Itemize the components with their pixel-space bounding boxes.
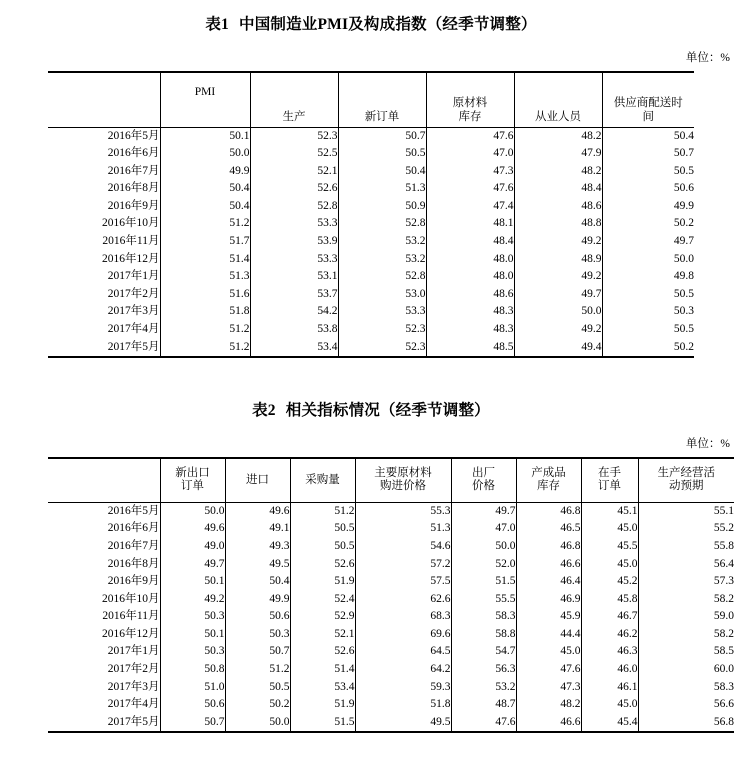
row-period-label: 2016年6月 bbox=[48, 520, 160, 538]
cell-production: 53.3 bbox=[250, 215, 338, 233]
cell-new-export-orders: 50.6 bbox=[160, 696, 225, 714]
cell-raw-material-inventory: 47.6 bbox=[426, 127, 514, 145]
cell-new-orders: 52.8 bbox=[338, 215, 426, 233]
cell-finished-goods-inventory: 47.6 bbox=[516, 661, 581, 679]
cell-new-export-orders: 50.1 bbox=[160, 626, 225, 644]
cell-finished-goods-inventory: 46.4 bbox=[516, 573, 581, 591]
table1-header-production: 生产 bbox=[250, 72, 338, 127]
cell-pmi: 49.9 bbox=[160, 163, 250, 181]
cell-new-orders: 52.3 bbox=[338, 339, 426, 358]
table2-header-backlog-orders-line1: 在手 bbox=[598, 466, 621, 479]
table2-header-finished-goods-inventory-line2: 库存 bbox=[537, 480, 560, 493]
table2-title-number: 表2 bbox=[252, 402, 276, 420]
table-row bbox=[48, 538, 734, 556]
table1-header-new-orders: 新订单 bbox=[338, 72, 426, 127]
table-row bbox=[48, 661, 734, 679]
table1-header-supplier-delivery-time-line1: 供应商配送时 bbox=[613, 97, 683, 110]
cell-employment: 48.9 bbox=[514, 251, 602, 269]
table-row bbox=[48, 502, 734, 520]
cell-finished-goods-inventory: 47.3 bbox=[516, 679, 581, 697]
cell-new-export-orders: 49.0 bbox=[160, 538, 225, 556]
row-period-label: 2016年10月 bbox=[48, 591, 160, 609]
row-period-label: 2017年2月 bbox=[48, 661, 160, 679]
row-period-label: 2017年5月 bbox=[48, 339, 160, 358]
table2-header-production-business-expectation bbox=[638, 458, 734, 502]
cell-raw-material-inventory: 48.0 bbox=[426, 251, 514, 269]
table2-header-purchase-volume: 采购量 bbox=[290, 458, 355, 502]
cell-raw-material-inventory: 48.3 bbox=[426, 303, 514, 321]
row-period-label: 2016年5月 bbox=[48, 502, 160, 520]
cell-imports: 50.0 bbox=[225, 714, 290, 733]
cell-purchase-volume: 52.9 bbox=[290, 608, 355, 626]
cell-pmi: 51.2 bbox=[160, 215, 250, 233]
row-period-label: 2016年7月 bbox=[48, 538, 160, 556]
cell-supplier-delivery-time: 50.2 bbox=[673, 340, 694, 353]
cell-imports: 50.4 bbox=[225, 573, 290, 591]
row-period-label: 2017年3月 bbox=[48, 679, 160, 697]
cell-production: 53.4 bbox=[250, 339, 338, 358]
cell-ex-factory-price: 50.0 bbox=[451, 538, 516, 556]
cell-production-business-expectation: 55.8 bbox=[713, 539, 734, 552]
cell-purchase-volume: 50.5 bbox=[290, 520, 355, 538]
row-period-label: 2017年1月 bbox=[48, 268, 160, 286]
table1-header-raw-material-inventory bbox=[426, 72, 514, 127]
cell-production: 52.1 bbox=[250, 163, 338, 181]
row-period-label: 2016年9月 bbox=[48, 573, 160, 591]
cell-employment: 49.2 bbox=[514, 268, 602, 286]
cell-backlog-orders: 46.0 bbox=[581, 661, 638, 679]
table1-header-employment: 从业人员 bbox=[514, 72, 602, 127]
cell-production: 52.6 bbox=[250, 180, 338, 198]
cell-purchase-volume: 51.9 bbox=[290, 573, 355, 591]
cell-raw-material-inventory: 47.0 bbox=[426, 145, 514, 163]
cell-production: 53.7 bbox=[250, 286, 338, 304]
table1-wrapper bbox=[0, 71, 742, 358]
cell-main-raw-material-purchase-price: 57.5 bbox=[355, 573, 451, 591]
cell-supplier-delivery-time: 50.3 bbox=[673, 305, 694, 318]
cell-purchase-volume: 51.5 bbox=[290, 714, 355, 733]
cell-ex-factory-price: 56.3 bbox=[451, 661, 516, 679]
cell-main-raw-material-purchase-price: 64.5 bbox=[355, 643, 451, 661]
cell-finished-goods-inventory: 46.6 bbox=[516, 556, 581, 574]
cell-purchase-volume: 52.6 bbox=[290, 643, 355, 661]
table-row bbox=[48, 286, 694, 304]
cell-employment: 49.2 bbox=[514, 321, 602, 339]
table2-header-main-raw-material-purchase-price bbox=[355, 458, 451, 502]
cell-supplier-delivery-time: 50.4 bbox=[673, 129, 694, 142]
cell-pmi: 51.2 bbox=[160, 321, 250, 339]
cell-new-orders: 53.3 bbox=[338, 303, 426, 321]
table2-header-new-export-orders-line1: 新出口 bbox=[175, 466, 210, 479]
cell-employment: 49.2 bbox=[514, 233, 602, 251]
row-period-label: 2017年1月 bbox=[48, 643, 160, 661]
cell-backlog-orders: 46.1 bbox=[581, 679, 638, 697]
cell-ex-factory-price: 52.0 bbox=[451, 556, 516, 574]
cell-ex-factory-price: 58.3 bbox=[451, 608, 516, 626]
cell-backlog-orders: 46.3 bbox=[581, 643, 638, 661]
cell-ex-factory-price: 58.8 bbox=[451, 626, 516, 644]
table1-header bbox=[48, 72, 694, 127]
table1-header-pmi: PMI bbox=[160, 72, 250, 127]
table2-header-finished-goods-inventory-line1: 产成品 bbox=[531, 466, 566, 479]
cell-new-orders: 52.3 bbox=[338, 321, 426, 339]
row-period-label: 2016年8月 bbox=[48, 180, 160, 198]
row-period-label: 2016年5月 bbox=[48, 127, 160, 145]
cell-ex-factory-price: 47.6 bbox=[451, 714, 516, 733]
cell-pmi: 50.0 bbox=[160, 145, 250, 163]
cell-new-orders: 53.2 bbox=[338, 251, 426, 269]
table1-title-text: 中国制造业PMI及构成指数（经季节调整） bbox=[239, 16, 537, 33]
cell-finished-goods-inventory: 46.8 bbox=[516, 538, 581, 556]
cell-production: 53.9 bbox=[250, 233, 338, 251]
table1-unit-label: 单位：% bbox=[685, 52, 730, 64]
cell-raw-material-inventory: 48.6 bbox=[426, 286, 514, 304]
cell-production-business-expectation: 56.6 bbox=[713, 698, 734, 711]
cell-purchase-volume: 52.1 bbox=[290, 626, 355, 644]
cell-new-orders: 50.4 bbox=[338, 163, 426, 181]
cell-imports: 50.3 bbox=[225, 626, 290, 644]
cell-main-raw-material-purchase-price: 62.6 bbox=[355, 591, 451, 609]
cell-supplier-delivery-time: 50.2 bbox=[673, 217, 694, 230]
cell-backlog-orders: 45.8 bbox=[581, 591, 638, 609]
cell-imports: 50.7 bbox=[225, 643, 290, 661]
cell-backlog-orders: 45.0 bbox=[581, 696, 638, 714]
cell-production: 52.5 bbox=[250, 145, 338, 163]
row-period-label: 2016年7月 bbox=[48, 163, 160, 181]
table2-header bbox=[48, 458, 734, 502]
cell-purchase-volume: 50.5 bbox=[290, 538, 355, 556]
table-row bbox=[48, 163, 694, 181]
cell-main-raw-material-purchase-price: 51.3 bbox=[355, 520, 451, 538]
cell-new-export-orders: 50.3 bbox=[160, 643, 225, 661]
cell-pmi: 51.8 bbox=[160, 303, 250, 321]
cell-new-export-orders: 50.7 bbox=[160, 714, 225, 733]
table1-header-raw-material-inventory-line1: 原材料 bbox=[452, 97, 488, 110]
cell-employment: 48.4 bbox=[514, 180, 602, 198]
table-row bbox=[48, 198, 694, 216]
cell-imports: 50.5 bbox=[225, 679, 290, 697]
cell-backlog-orders: 45.0 bbox=[581, 520, 638, 538]
cell-main-raw-material-purchase-price: 68.3 bbox=[355, 608, 451, 626]
row-period-label: 2017年3月 bbox=[48, 303, 160, 321]
cell-finished-goods-inventory: 45.9 bbox=[516, 608, 581, 626]
cell-imports: 50.2 bbox=[225, 696, 290, 714]
cell-production-business-expectation: 59.0 bbox=[713, 610, 734, 623]
cell-imports: 49.1 bbox=[225, 520, 290, 538]
cell-production-business-expectation: 58.2 bbox=[713, 592, 734, 605]
cell-new-orders: 53.2 bbox=[338, 233, 426, 251]
cell-new-export-orders: 49.7 bbox=[160, 556, 225, 574]
table2-unit-label: 单位：% bbox=[685, 438, 730, 451]
cell-new-orders: 50.7 bbox=[338, 127, 426, 145]
cell-finished-goods-inventory: 46.6 bbox=[516, 714, 581, 733]
cell-purchase-volume: 51.9 bbox=[290, 696, 355, 714]
cell-new-export-orders: 49.6 bbox=[160, 520, 225, 538]
cell-supplier-delivery-time: 50.5 bbox=[673, 164, 694, 177]
cell-finished-goods-inventory: 44.4 bbox=[516, 626, 581, 644]
cell-employment: 48.2 bbox=[514, 163, 602, 181]
row-period-label: 2017年2月 bbox=[48, 286, 160, 304]
table-row bbox=[48, 591, 734, 609]
cell-main-raw-material-purchase-price: 57.2 bbox=[355, 556, 451, 574]
cell-finished-goods-inventory: 48.2 bbox=[516, 696, 581, 714]
table2-header-ex-factory-price-line1: 出厂 bbox=[472, 466, 495, 479]
cell-purchase-volume: 51.4 bbox=[290, 661, 355, 679]
cell-supplier-delivery-time: 50.5 bbox=[673, 323, 694, 336]
table2-header-finished-goods-inventory bbox=[516, 458, 581, 502]
table2-header-row bbox=[48, 458, 734, 502]
cell-main-raw-material-purchase-price: 51.8 bbox=[355, 696, 451, 714]
cell-raw-material-inventory: 48.0 bbox=[426, 268, 514, 286]
cell-main-raw-material-purchase-price: 49.5 bbox=[355, 714, 451, 733]
row-period-label: 2017年5月 bbox=[48, 714, 160, 733]
table2-header-corner bbox=[48, 458, 160, 502]
table2-title-text: 相关指标情况（经季节调整） bbox=[285, 402, 490, 420]
cell-ex-factory-price: 54.7 bbox=[451, 643, 516, 661]
cell-main-raw-material-purchase-price: 69.6 bbox=[355, 626, 451, 644]
table-row bbox=[48, 696, 734, 714]
cell-imports: 49.3 bbox=[225, 538, 290, 556]
table1-header-row bbox=[48, 72, 694, 127]
cell-raw-material-inventory: 47.3 bbox=[426, 163, 514, 181]
cell-production-business-expectation: 58.5 bbox=[713, 645, 734, 658]
table2-wrapper bbox=[0, 457, 742, 733]
cell-raw-material-inventory: 47.6 bbox=[426, 180, 514, 198]
cell-imports: 49.9 bbox=[225, 591, 290, 609]
table-row bbox=[48, 215, 694, 233]
cell-raw-material-inventory: 48.3 bbox=[426, 321, 514, 339]
table-row bbox=[48, 127, 694, 145]
cell-employment: 50.0 bbox=[514, 303, 602, 321]
cell-supplier-delivery-time: 50.0 bbox=[673, 252, 694, 265]
cell-main-raw-material-purchase-price: 64.2 bbox=[355, 661, 451, 679]
cell-production-business-expectation: 60.0 bbox=[713, 663, 734, 676]
table2-header-ex-factory-price bbox=[451, 458, 516, 502]
cell-production: 52.3 bbox=[250, 127, 338, 145]
cell-production-business-expectation: 58.3 bbox=[713, 680, 734, 693]
cell-production: 53.8 bbox=[250, 321, 338, 339]
table2-header-main-raw-material-purchase-price-line1: 主要原材料 bbox=[374, 466, 432, 479]
cell-finished-goods-inventory: 46.9 bbox=[516, 591, 581, 609]
cell-imports: 49.6 bbox=[225, 502, 290, 520]
cell-production: 53.1 bbox=[250, 268, 338, 286]
cell-production-business-expectation: 58.2 bbox=[713, 627, 734, 640]
table2-title bbox=[0, 398, 742, 420]
cell-new-orders: 52.8 bbox=[338, 268, 426, 286]
table-row bbox=[48, 520, 734, 538]
cell-backlog-orders: 45.4 bbox=[581, 714, 638, 733]
row-period-label: 2017年4月 bbox=[48, 696, 160, 714]
cell-supplier-delivery-time: 49.9 bbox=[673, 199, 694, 212]
table-row bbox=[48, 180, 694, 198]
cell-production: 54.2 bbox=[250, 303, 338, 321]
cell-supplier-delivery-time: 49.7 bbox=[673, 235, 694, 248]
table-row bbox=[48, 339, 694, 358]
row-period-label: 2016年12月 bbox=[48, 626, 160, 644]
table2 bbox=[48, 457, 734, 733]
cell-employment: 49.7 bbox=[514, 286, 602, 304]
table1-header-corner bbox=[48, 72, 160, 127]
cell-finished-goods-inventory: 46.5 bbox=[516, 520, 581, 538]
cell-production-business-expectation: 55.2 bbox=[713, 522, 734, 535]
table-row bbox=[48, 643, 734, 661]
cell-production: 52.8 bbox=[250, 198, 338, 216]
cell-pmi: 50.4 bbox=[160, 180, 250, 198]
table-row bbox=[48, 251, 694, 269]
table2-header-ex-factory-price-line2: 价格 bbox=[472, 480, 495, 493]
cell-new-orders: 50.5 bbox=[338, 145, 426, 163]
table1-title-number: 表1 bbox=[205, 16, 229, 33]
row-period-label: 2016年11月 bbox=[48, 608, 160, 626]
cell-main-raw-material-purchase-price: 55.3 bbox=[355, 502, 451, 520]
table1-header-supplier-delivery-time-line2: 间 bbox=[642, 110, 654, 123]
cell-production-business-expectation: 57.3 bbox=[713, 575, 734, 588]
cell-backlog-orders: 45.5 bbox=[581, 538, 638, 556]
table-row bbox=[48, 321, 694, 339]
row-period-label: 2017年4月 bbox=[48, 321, 160, 339]
table2-header-backlog-orders-line2: 订单 bbox=[598, 480, 621, 493]
cell-new-orders: 51.3 bbox=[338, 180, 426, 198]
cell-backlog-orders: 45.2 bbox=[581, 573, 638, 591]
cell-ex-factory-price: 53.2 bbox=[451, 679, 516, 697]
cell-supplier-delivery-time: 50.6 bbox=[673, 182, 694, 195]
cell-production-business-expectation: 55.1 bbox=[713, 504, 734, 517]
cell-new-orders: 50.9 bbox=[338, 198, 426, 216]
table2-header-production-business-expectation-line2: 动预期 bbox=[669, 480, 704, 493]
table2-body bbox=[48, 502, 734, 732]
cell-ex-factory-price: 51.5 bbox=[451, 573, 516, 591]
cell-raw-material-inventory: 47.4 bbox=[426, 198, 514, 216]
cell-new-orders: 53.0 bbox=[338, 286, 426, 304]
cell-purchase-volume: 53.4 bbox=[290, 679, 355, 697]
cell-purchase-volume: 52.4 bbox=[290, 591, 355, 609]
cell-main-raw-material-purchase-price: 59.3 bbox=[355, 679, 451, 697]
table2-header-new-export-orders-line2: 订单 bbox=[181, 480, 204, 493]
cell-new-export-orders: 49.2 bbox=[160, 591, 225, 609]
cell-imports: 51.2 bbox=[225, 661, 290, 679]
cell-ex-factory-price: 47.0 bbox=[451, 520, 516, 538]
cell-employment: 47.9 bbox=[514, 145, 602, 163]
cell-ex-factory-price: 55.5 bbox=[451, 591, 516, 609]
cell-backlog-orders: 46.7 bbox=[581, 608, 638, 626]
cell-production: 53.3 bbox=[250, 251, 338, 269]
table1-body bbox=[48, 127, 694, 357]
table-row bbox=[48, 556, 734, 574]
cell-production-business-expectation: 56.8 bbox=[713, 715, 734, 728]
table1-header-raw-material-inventory-line2: 库存 bbox=[458, 110, 482, 123]
cell-supplier-delivery-time: 49.8 bbox=[673, 270, 694, 283]
cell-raw-material-inventory: 48.1 bbox=[426, 215, 514, 233]
row-period-label: 2016年12月 bbox=[48, 251, 160, 269]
cell-backlog-orders: 45.1 bbox=[581, 502, 638, 520]
cell-finished-goods-inventory: 46.8 bbox=[516, 502, 581, 520]
table-row bbox=[48, 626, 734, 644]
table-row bbox=[48, 268, 694, 286]
cell-pmi: 50.4 bbox=[160, 198, 250, 216]
cell-finished-goods-inventory: 45.0 bbox=[516, 643, 581, 661]
row-period-label: 2016年10月 bbox=[48, 215, 160, 233]
cell-pmi: 51.3 bbox=[160, 268, 250, 286]
cell-ex-factory-price: 49.7 bbox=[451, 502, 516, 520]
cell-new-export-orders: 51.0 bbox=[160, 679, 225, 697]
cell-pmi: 50.1 bbox=[160, 127, 250, 145]
table-row bbox=[48, 608, 734, 626]
row-period-label: 2016年6月 bbox=[48, 145, 160, 163]
cell-employment: 48.6 bbox=[514, 198, 602, 216]
table-row bbox=[48, 679, 734, 697]
row-period-label: 2016年8月 bbox=[48, 556, 160, 574]
table1-title bbox=[0, 12, 742, 34]
cell-imports: 49.5 bbox=[225, 556, 290, 574]
cell-employment: 49.4 bbox=[514, 339, 602, 358]
cell-pmi: 51.2 bbox=[160, 339, 250, 358]
table2-header-production-business-expectation-line1: 生产经营活 bbox=[657, 466, 715, 479]
cell-new-export-orders: 50.0 bbox=[160, 502, 225, 520]
cell-supplier-delivery-time: 50.5 bbox=[673, 287, 694, 300]
cell-pmi: 51.7 bbox=[160, 233, 250, 251]
table1-header-supplier-delivery-time bbox=[602, 72, 694, 127]
cell-backlog-orders: 45.0 bbox=[581, 556, 638, 574]
cell-raw-material-inventory: 48.5 bbox=[426, 339, 514, 358]
table-row bbox=[48, 145, 694, 163]
cell-imports: 50.6 bbox=[225, 608, 290, 626]
cell-main-raw-material-purchase-price: 54.6 bbox=[355, 538, 451, 556]
table-row bbox=[48, 714, 734, 733]
cell-purchase-volume: 51.2 bbox=[290, 502, 355, 520]
cell-production-business-expectation: 56.4 bbox=[713, 557, 734, 570]
cell-backlog-orders: 46.2 bbox=[581, 626, 638, 644]
table2-header-imports: 进口 bbox=[225, 458, 290, 502]
row-period-label: 2016年11月 bbox=[48, 233, 160, 251]
cell-pmi: 51.4 bbox=[160, 251, 250, 269]
table2-header-main-raw-material-purchase-price-line2: 购进价格 bbox=[380, 480, 426, 493]
table2-header-backlog-orders bbox=[581, 458, 638, 502]
cell-employment: 48.8 bbox=[514, 215, 602, 233]
table-row bbox=[48, 573, 734, 591]
row-period-label: 2016年9月 bbox=[48, 198, 160, 216]
cell-new-export-orders: 50.3 bbox=[160, 608, 225, 626]
table-row bbox=[48, 233, 694, 251]
table-row bbox=[48, 303, 694, 321]
table2-header-new-export-orders bbox=[160, 458, 225, 502]
cell-raw-material-inventory: 48.4 bbox=[426, 233, 514, 251]
cell-ex-factory-price: 48.7 bbox=[451, 696, 516, 714]
cell-new-export-orders: 50.8 bbox=[160, 661, 225, 679]
cell-employment: 48.2 bbox=[514, 127, 602, 145]
table1 bbox=[48, 71, 694, 358]
cell-new-export-orders: 50.1 bbox=[160, 573, 225, 591]
cell-supplier-delivery-time: 50.7 bbox=[673, 147, 694, 160]
cell-pmi: 51.6 bbox=[160, 286, 250, 304]
cell-purchase-volume: 52.6 bbox=[290, 556, 355, 574]
